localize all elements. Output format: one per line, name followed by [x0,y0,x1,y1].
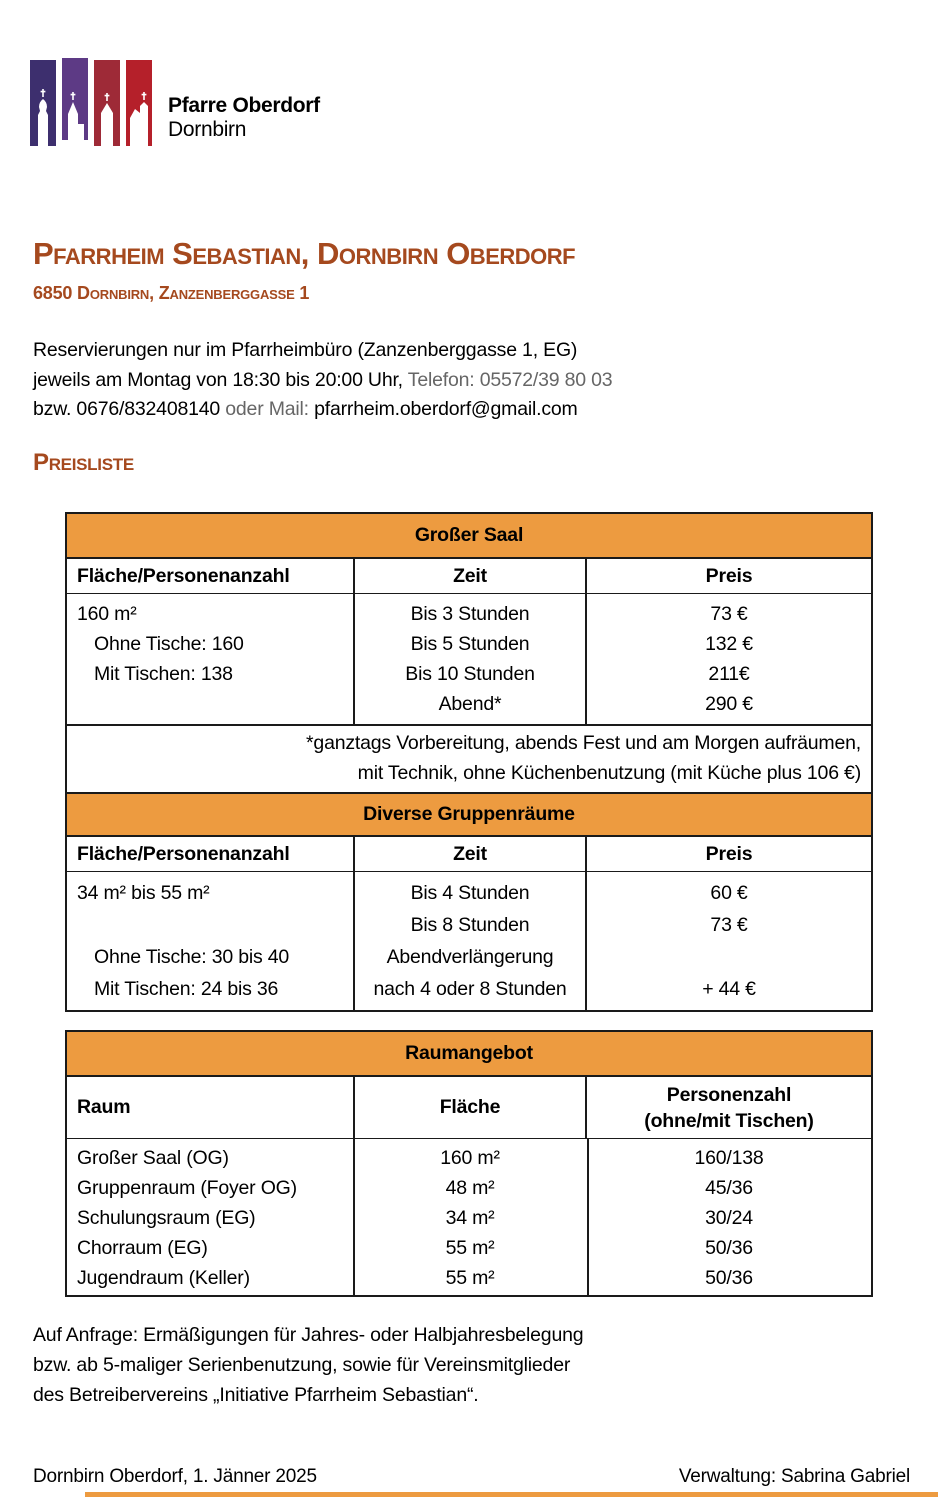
cell-line: Abendverlängerung [386,946,554,968]
cell-line: 132 € [705,633,753,655]
cell-line: + 44 € [702,978,756,1000]
intro-paragraph [33,336,612,425]
column-header-line: (ohne/mit Tischen) [644,1109,814,1132]
table-row-grosser-saal [67,594,871,724]
cell-flaeche: 160 m² [440,1147,500,1169]
column-header-zeit: Zeit [353,837,587,871]
cell-line: 60 € [710,882,748,904]
column-header-personenzahl [587,1077,871,1138]
footer [33,1466,910,1488]
cell-raum: Großer Saal (OG) [77,1147,229,1169]
table-band-grosser-saal: Großer Saal [67,514,871,559]
cell-line: Bis 8 Stunden [410,914,530,936]
table-band-gruppenraeume: Diverse Gruppenräume [67,792,871,837]
table-row [67,1173,871,1203]
cell-raum: Jugendraum (Keller) [77,1267,250,1289]
doc-title: Pfarrheim Sebastian, Dornbirn Oberdorf [33,236,576,271]
intro-line-2-text: jeweils am Montag von 18:30 bis 20:00 Uhr, [33,368,403,391]
cell-preis [587,872,871,1010]
cell-personen: 50/36 [705,1237,753,1259]
cell-zeit [353,872,587,1010]
table-band-raumangebot: Raumangebot [67,1032,871,1077]
email-address: pfarrheim.oberdorf@gmail.com [314,398,578,420]
footnote-line: *ganztags Vorbereitung, abends Fest und am Morgen aufräumen, [306,732,861,754]
mail-label: oder Mail: [225,398,309,420]
note-line: Auf Anfrage: Ermäßigungen für Jahres- oder Halbjahresbelegung [33,1324,584,1346]
column-header-flaeche: Fläche/Personenanzahl [77,842,290,865]
cell-raum: Chorraum (EG) [77,1237,208,1259]
cell-personen: 45/36 [705,1177,753,1199]
cell-line: 34 m² bis 55 m² [77,882,210,904]
intro-line-3 [33,395,612,425]
section-heading-preisliste: Preisliste [33,449,134,476]
column-header-flaeche: Fläche [353,1077,587,1138]
cell-line [77,689,353,719]
note-line: des Betreibervereins „Initiative Pfarrheim Sebastian“. [33,1384,479,1406]
cell-line: Bis 3 Stunden [410,603,530,625]
table-row [67,1233,871,1263]
footer-rule [85,1492,938,1497]
column-header-preis: Preis [705,564,753,587]
cell-raum: Schulungsraum (EG) [77,1207,256,1229]
cell-line: 290 € [705,693,753,715]
cell-line [587,941,871,973]
org-name: Pfarre Oberdorf [168,93,320,117]
cell-personen: 160/138 [694,1147,764,1169]
cell-zeit [353,594,587,724]
table-row-gruppenraeume [67,872,871,1010]
intro-line-1: Reservierungen nur im Pfarrheimbüro (Zanzenberggasse 1, EG) [33,339,578,361]
footnote [67,724,871,792]
cell-personen: 50/36 [705,1267,753,1289]
room-table [65,1030,873,1297]
logo [30,58,320,148]
cell-line: Abend* [438,693,502,715]
column-header-flaeche: Fläche/Personenanzahl [77,564,290,587]
cell-line: Bis 4 Stunden [410,882,530,904]
note-paragraph [33,1320,583,1410]
cell-line: 211€ [708,663,750,685]
footer-admin: Verwaltung: Sabrina Gabriel [678,1466,910,1487]
footnote-line: mit Technik, ohne Küchenbenutzung (mit Küche plus 106 €) [357,762,861,784]
church-logo-icon [30,58,154,148]
cell-line [77,909,353,941]
column-header-zeit: Zeit [353,559,587,593]
cell-line: nach 4 oder 8 Stunden [373,978,567,1000]
doc-subtitle: 6850 Dornbirn, Zanzenberggasse 1 [33,283,310,303]
table-row [67,1263,871,1293]
intro-line-2 [33,366,612,396]
cell-flaeche [67,594,353,724]
cell-flaeche: 55 m² [445,1267,495,1289]
cell-line: 73 € [710,914,748,936]
cell-line: 160 m² [77,603,137,625]
cell-flaeche: 48 m² [445,1177,495,1199]
cell-line: 73 € [710,603,748,625]
table-row [67,1203,871,1233]
cell-preis [587,594,871,724]
header-row [67,559,871,594]
cell-line: Ohne Tische: 30 bis 40 [94,946,290,968]
cell-flaeche: 34 m² [445,1207,495,1229]
cell-personen: 30/24 [705,1207,753,1229]
cell-line: Mit Tischen: 24 bis 36 [94,978,279,1000]
cell-line: Mit Tischen: 138 [94,663,233,685]
header-row [67,1077,871,1139]
phone-number: Telefon: 05572/39 80 03 [407,368,613,391]
mobile-number: bzw. 0676/832408140 [33,398,221,420]
room-table-body [67,1139,871,1295]
price-table [65,512,873,1012]
note-line: bzw. ab 5-maliger Serienbenutzung, sowie für Vereinsmitglieder [33,1354,571,1376]
cell-raum: Gruppenraum (Foyer OG) [77,1177,297,1199]
cell-line: Ohne Tische: 160 [94,633,244,655]
table-row [67,1143,871,1173]
cell-flaeche [67,872,353,1010]
header-row [67,837,871,872]
column-header-raum: Raum [77,1096,131,1118]
footer-date: Dornbirn Oberdorf, 1. Jänner 2025 [33,1466,317,1487]
cell-flaeche: 55 m² [445,1237,495,1259]
column-header-line: Personenzahl [666,1083,792,1106]
org-city: Dornbirn [168,117,247,141]
column-header-preis: Preis [705,842,753,865]
cell-line: Bis 10 Stunden [405,663,535,685]
cell-line: Bis 5 Stunden [410,633,530,655]
